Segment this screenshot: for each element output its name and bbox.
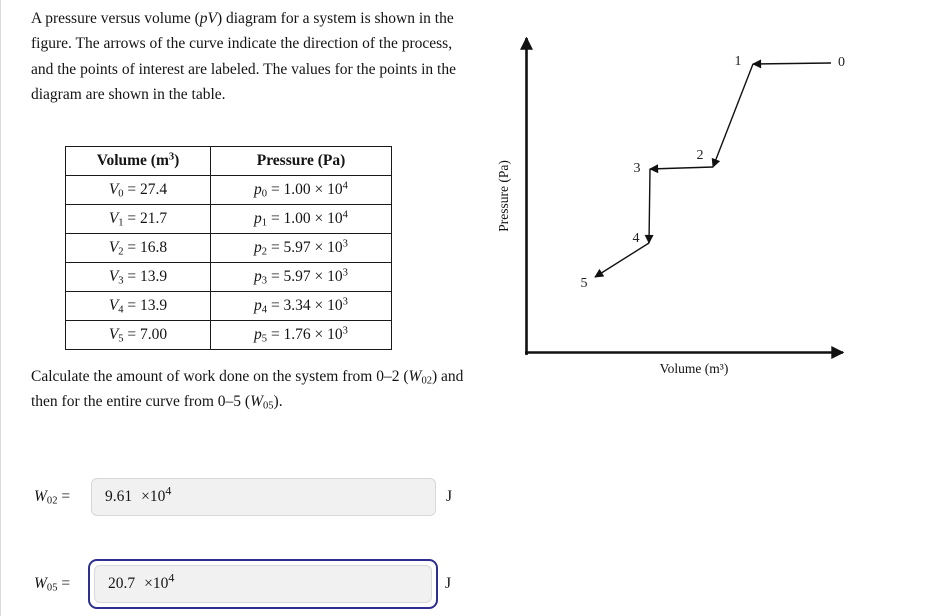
table-row xyxy=(66,292,392,321)
y-axis-label: Pressure (Pa) xyxy=(496,160,511,232)
curve-segment-4-5 xyxy=(595,243,649,277)
pv-diagram xyxy=(481,0,932,400)
point-label-1: 1 xyxy=(734,54,742,70)
table-row xyxy=(66,176,392,205)
curve-segment-3-4 xyxy=(649,169,650,243)
w02-symbol: W xyxy=(408,368,422,385)
answer-row-w02 xyxy=(34,478,452,516)
point-label-3: 3 xyxy=(633,161,641,177)
volume-cell: $V_1 = 21.7$ xyxy=(66,205,211,234)
volume-cell: $V_2 = 16.8$ xyxy=(66,234,211,263)
table-header-row xyxy=(66,147,392,176)
volume-cell: $V_3 = 13.9$ xyxy=(66,263,211,292)
w05-unit: J xyxy=(445,575,452,592)
w05-symbol: W xyxy=(250,393,263,411)
pressure-cell: $p_4 = 3.34 \times 10^3$ xyxy=(211,292,392,321)
table-row xyxy=(66,321,392,350)
w05-value: $20.7 \times 10^4$ xyxy=(108,570,175,592)
pressure-cell: $p_1 = 1.00 \times 10^4$ xyxy=(211,205,392,234)
table-row xyxy=(66,234,392,263)
x-axis-label: Volume (m³) xyxy=(659,361,729,376)
intro-text-after: ) diagram for a system is shown in the figure. The arrows of the curve indicate the direction of the process, and the points of interest are labeled. The values for the points in the diagram are shown in the table. xyxy=(31,10,456,104)
point-label-4: 4 xyxy=(632,231,640,247)
pressure-cell: $p_5 = 1.76 \times 10^3$ xyxy=(211,321,392,350)
volume-cell: $V_4 = 13.9$ xyxy=(66,292,211,321)
task-statement: Calculate the amount of work done on the system from 0–2 $(W_{02})$ and then for the entire curve from 0–5 $(W_{05})$. xyxy=(31,368,464,413)
values-table xyxy=(65,146,392,350)
point-label-2: 2 xyxy=(696,148,704,164)
volume-cell: $V_5 = 7.00$ xyxy=(66,321,211,350)
pressure-cell: $p_2 = 5.97 \times 10^3$ xyxy=(211,234,392,263)
w05-focus-ring xyxy=(88,559,438,609)
w02-label: $W_{02}$ = xyxy=(34,488,71,507)
volume-column-header: Volume $(m^3)$ xyxy=(66,147,211,176)
answer-row-w05 xyxy=(34,556,451,612)
w02-value: $9.61 \times 10^4$ xyxy=(105,483,172,505)
point-label-5: 5 xyxy=(580,276,588,292)
point-label-0: 0 xyxy=(838,55,845,71)
pv-symbol: pV xyxy=(199,10,217,27)
pressure-cell: $p_0 = 1.00 \times 10^4$ xyxy=(211,176,392,205)
w02-input[interactable] xyxy=(91,478,436,516)
w02-unit: J xyxy=(446,488,453,505)
intro-text: A pressure versus volume ( xyxy=(31,10,200,27)
pressure-column-header: Pressure (Pa) xyxy=(211,147,392,176)
w05-input[interactable] xyxy=(94,565,432,603)
curve-segment-0-1 xyxy=(753,63,831,64)
table-row xyxy=(66,263,392,292)
curve-segment-2-3 xyxy=(650,167,713,169)
w05-label: $W_{05}$ = xyxy=(34,575,71,594)
curve-segment-1-2 xyxy=(713,64,753,167)
table-row xyxy=(66,205,392,234)
problem-statement xyxy=(31,6,463,108)
pressure-cell: $p_3 = 5.97 \times 10^3$ xyxy=(211,263,392,292)
volume-cell: $V_0 = 27.4$ xyxy=(66,176,211,205)
pv-diagram-svg xyxy=(481,0,932,400)
